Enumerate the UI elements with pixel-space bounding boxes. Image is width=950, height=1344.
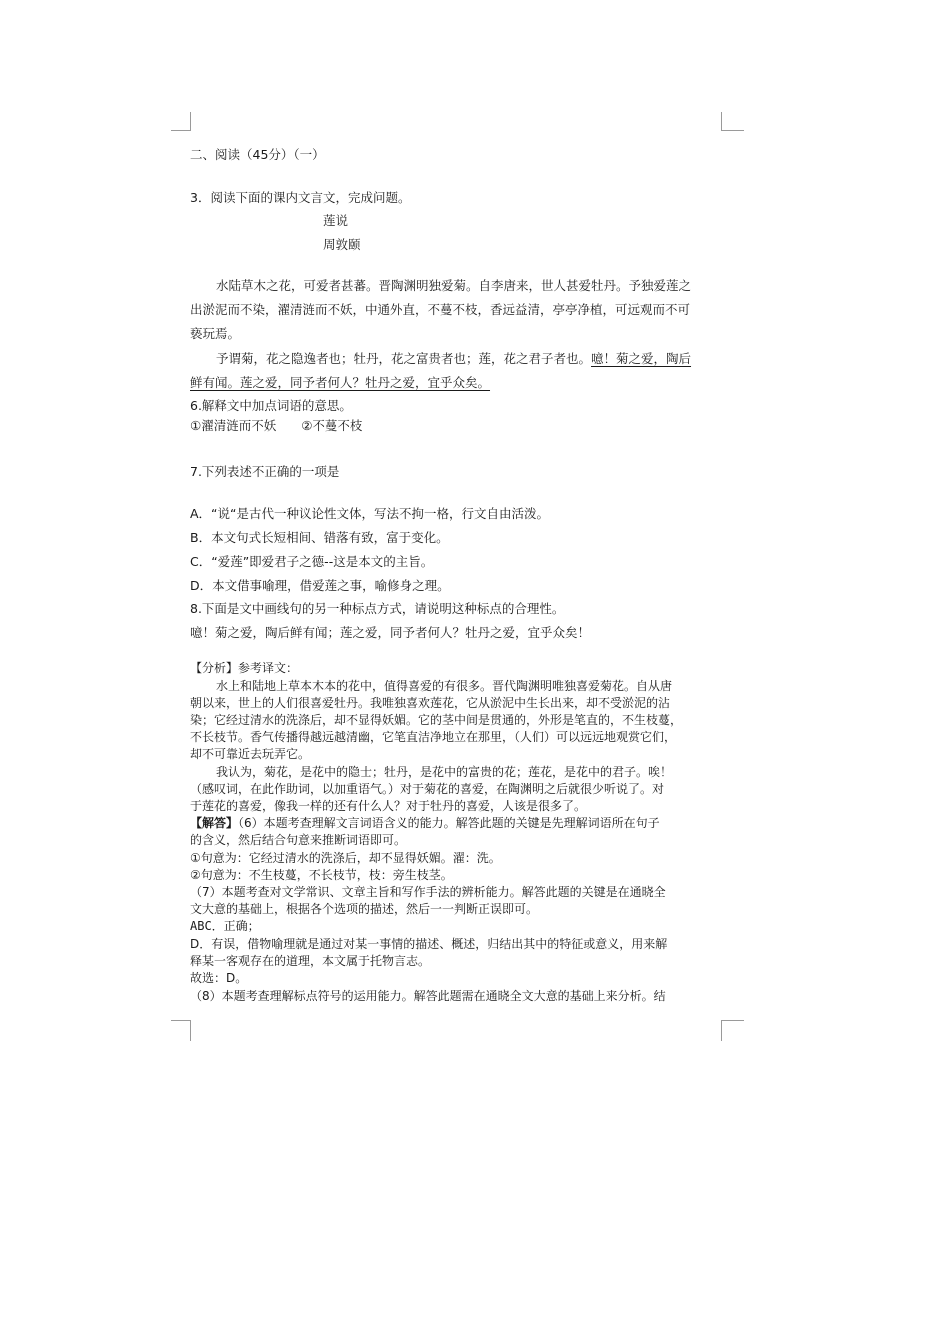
option-d: D．本文借事喻理，借爱莲之事，喻修身之理。 <box>190 578 450 593</box>
translation-line: 于莲花的喜爱，像我一样的还有什么人？对于牡丹的喜爱，人该是很多了。 <box>190 799 587 813</box>
answer-line: ABC．正确； <box>190 919 260 933</box>
translation-line: 染；它经过清水的洗涤后，却不显得妖媚。它的茎中间是贯通的，外形是笔直的，不生枝蔓， <box>190 713 683 727</box>
answer-line: 的含义，然后结合句意来推断词语即可。 <box>190 833 407 847</box>
question-6-items: ①濯清涟而不妖 ②不蔓不枝 <box>190 418 363 433</box>
passage-line: 水陆草木之花，可爱者甚蕃。晋陶渊明独爱菊。自李唐来，世人甚爱牡丹。予独爱莲之 <box>216 278 692 293</box>
underlined-sentence: 噫！菊之爱，陶后 <box>591 351 692 366</box>
translation-line: 水上和陆地上草本木本的花中，值得喜爱的有很多。晋代陶渊明唯独喜爱菊花。自从唐 <box>216 679 673 693</box>
passage-line: 亵玩焉。 <box>190 326 241 341</box>
translation-line: 却不可靠近去玩弄它。 <box>190 747 311 761</box>
essay-title: 莲说 <box>323 213 349 228</box>
translation-line: 朝以来，世上的人们很喜爱牡丹。我唯独喜欢莲花，它从淤泥中生长出来，却不受淤泥的沾 <box>190 696 671 710</box>
question-8-prompt: 8.下面是文中画线句的另一种标点方式，请说明这种标点的合理性。 <box>190 601 565 616</box>
translation-line: 不长枝节。香气传播得越远越清幽，它笔直洁净地立在那里，（人们）可以远远地观赏它们， <box>190 730 677 744</box>
answer-line: 故选：D。 <box>190 971 248 985</box>
passage-line: 出淤泥而不染，濯清涟而不妖，中通外直，不蔓不枝，香远益清，亭亭净植，可远观而不可 <box>190 302 691 317</box>
answer-line: 释某一客观存在的道理，本文属于托物言志。 <box>190 954 431 968</box>
question-8-sentence: 噫！菊之爱，陶后鲜有闻；莲之爱，同予者何人？牡丹之爱，宜乎众矣！ <box>190 625 591 640</box>
answer-line: 文大意的基础上，根据各个选项的描述，然后一一判断正误即可。 <box>190 902 539 916</box>
essay-author: 周敦颐 <box>323 237 361 252</box>
section-title: 二、阅读（45分）（一） <box>190 147 325 162</box>
answer-text: （6）本题考查理解文言词语含义的能力。解答此题的关键是先理解词语所在句子 <box>238 816 660 830</box>
answer-line: （7）本题考查对文学常识、文章主旨和写作手法的辨析能力。解答此题的关键是在通晓全 <box>190 885 666 899</box>
answer-line: （8）本题考查理解标点符号的运用能力。解答此题需在通晓全文大意的基础上来分析。结 <box>190 989 666 1003</box>
passage-line <box>190 374 730 392</box>
question-7-prompt: 7.下列表述不正确的一项是 <box>190 464 340 479</box>
answer-line: ①句意为：它经过清水的洗涤后，却不显得妖媚。濯：洗。 <box>190 851 501 865</box>
answer-line: ②句意为：不生枝蔓，不长枝节，枝：旁生枝茎。 <box>190 868 453 882</box>
option-b: B．本文句式长短相间、错落有致，富于变化。 <box>190 530 449 545</box>
underlined-sentence: 鲜有闻。莲之爱，同予者何人？牡丹之爱，宜乎众矣。 <box>190 375 491 390</box>
page-corner-mark <box>171 112 191 131</box>
question-3-prompt: 3．阅读下面的课内文言文，完成问题。 <box>190 190 411 205</box>
translation-line: （感叹词，在此作助词，以加重语气。）对于菊花的喜爱，在陶渊明之后就很少听说了。对 <box>190 782 665 796</box>
option-c: C．“爱莲”即爱君子之德--这是本文的主旨。 <box>190 554 434 569</box>
page-corner-mark <box>721 1020 744 1041</box>
answer-label: 【解答】 <box>190 816 239 830</box>
passage-line <box>190 350 730 368</box>
question-6-prompt: 6.解释文中加点词语的意思。 <box>190 398 352 413</box>
passage-text: 予谓菊，花之隐逸者也；牡丹，花之富贵者也；莲，花之君子者也。 <box>216 351 592 366</box>
analysis-header: 【分析】参考译文： <box>190 661 299 675</box>
page-corner-mark <box>721 112 744 131</box>
page-corner-mark <box>171 1020 191 1041</box>
translation-line: 我认为，菊花，是花中的隐士；牡丹，是花中的富贵的花；莲花，是花中的君子。唉！ <box>216 765 673 779</box>
answer-line: D．有误，借物喻理就是通过对某一事情的描述、概述，归结出其中的特征或意义，用来解 <box>190 937 668 951</box>
answer-line <box>190 815 730 832</box>
option-a: A．“说“是古代一种议论性文体，写法不拘一格，行文自由活泼。 <box>190 506 550 521</box>
